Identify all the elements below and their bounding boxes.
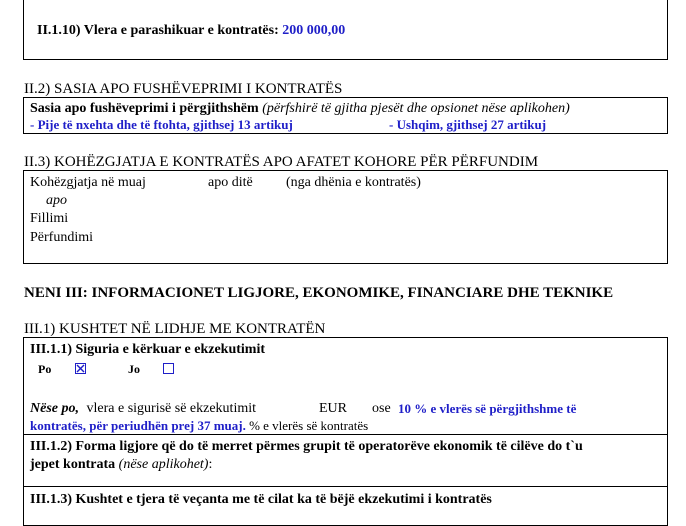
duration-note: (nga dhënia e kontratës)	[286, 175, 421, 190]
legal-form-title-row2	[30, 456, 212, 473]
duration-box	[23, 170, 668, 264]
duration-or: apo	[46, 193, 67, 208]
yes-label: Po	[38, 362, 52, 376]
other-conditions-title: III.1.3) Kushtet e tjera të veçanta me të cilat ka të bëjë ekzekutimi i kontratës	[30, 492, 492, 507]
security-amount-row	[30, 400, 256, 417]
if-yes-label: Nëse po,	[30, 401, 79, 416]
section-ii3-heading: II.3) KOHËZGJATJA E KONTRATËS APO AFATET KOHORE PËR PËRFUNDIM	[24, 154, 539, 170]
contract-value-label: II.1.10) Vlera e parashikuar e kontratës:	[37, 23, 279, 38]
no-checkbox[interactable]	[163, 363, 174, 374]
execution-security-title: III.1.1) Siguria e kërkuar e ekzekutimit	[30, 342, 266, 357]
contract-value-box	[23, 0, 668, 60]
contract-value-row	[37, 22, 345, 39]
security-percent-row2	[30, 418, 368, 434]
legal-form-title: III.1.2) Forma ligjore që do të merret përmes grupit të operatorëve ekonomik të cilëve do t`u	[30, 439, 583, 454]
security-percent-line1: 10 % e vlerës së përgjithshme të	[398, 401, 577, 416]
quantity-item-food: - Ushqim, gjithsej 27 artikuj	[389, 117, 547, 132]
duration-start-label: Fillimi	[30, 211, 69, 226]
quantity-item-drinks: - Pije të nxehta dhe të ftohta, gjithsej 13 artikuj	[30, 117, 293, 132]
security-percent-tail: % e vlerës së kontratës	[249, 418, 369, 433]
legal-form-title2: jepet kontrata	[30, 457, 116, 472]
security-amount-text: vlera e sigurisë së ekzekutimit	[86, 401, 256, 416]
quantity-subtitle	[30, 100, 570, 117]
legal-form-italic: (nëse aplikohet)	[118, 457, 209, 472]
legal-form-colon: :	[208, 457, 213, 472]
quantity-box	[23, 97, 668, 134]
security-currency: EUR	[319, 401, 347, 416]
duration-days-label: apo ditë	[208, 175, 253, 190]
no-label: Jo	[128, 362, 140, 376]
yes-checkbox[interactable]	[75, 363, 86, 374]
article-iii-heading: NENI III: INFORMACIONET LIGJORE, EKONOMIKE, FINANCIARE DHE TEKNIKE	[24, 285, 614, 301]
duration-months-label: Kohëzgjatja në muaj	[30, 175, 146, 190]
other-conditions-box	[23, 486, 668, 526]
section-iii1-heading: III.1) KUSHTET NË LIDHJE ME KONTRATËN	[24, 321, 326, 337]
execution-security-box	[23, 337, 668, 435]
section-ii2-heading: II.2) SASIA APO FUSHËVEPRIMI I KONTRATËS	[24, 81, 343, 97]
duration-end-label: Përfundimi	[30, 230, 93, 245]
contract-value: 200 000,00	[282, 23, 346, 38]
quantity-subtitle-bold: Sasia apo fushëveprimi i përgjithshëm	[30, 101, 259, 116]
legal-form-box	[23, 434, 668, 487]
quantity-subtitle-italic: (përfshirë të gjitha pjesët dhe opsionet nëse aplikohen)	[262, 101, 570, 116]
security-or: ose	[372, 401, 391, 416]
checkmark-x-icon	[76, 364, 85, 373]
security-percent-line2: kontratës, për periudhën prej 37 muaj.	[30, 418, 246, 433]
